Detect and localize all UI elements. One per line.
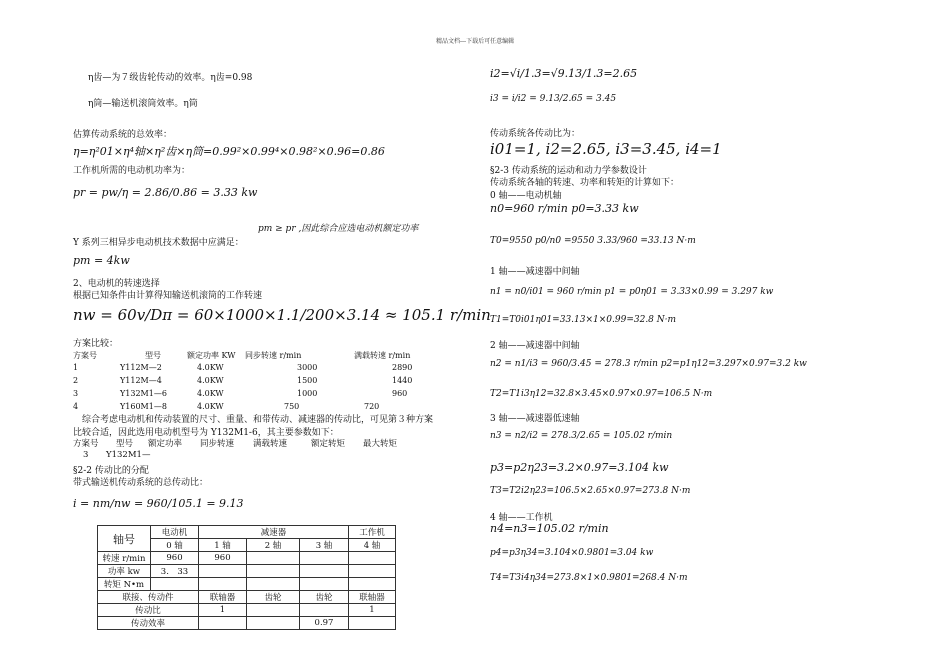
shaft3-torque: T3=T2i2η23=106.5×2.65×0.97=273.8 N·m <box>490 486 691 496</box>
pm-condition: pm ≥ pr ,因此综合应选电动机额定功率 <box>258 224 419 234</box>
table-row: 联接、传动件 联轴器 齿轮 齿轮 联轴器 <box>98 591 396 604</box>
options-col-model: 型号 <box>145 351 161 360</box>
table-row: 传动比 1 1 <box>98 604 396 617</box>
options-col-full: 满载转速 r/min <box>354 351 411 360</box>
section-2-2-description: 带式输送机传动系统的总传动比： <box>73 478 209 488</box>
shaft-header: 3 轴 <box>300 539 349 552</box>
conclusion-line-2: 比较合适，因此选用电动机型号为 Y132M1-6，其主要参数如下： <box>73 428 339 438</box>
pm-value: pm = 4kw <box>73 254 130 267</box>
shaft1-label: 1 轴——减速器中间轴 <box>490 267 580 277</box>
total-efficiency-label: 估算传动系统的总效率： <box>73 130 173 140</box>
group-reducer: 减速器 <box>199 526 349 539</box>
shaft-header: 2 轴 <box>247 539 300 552</box>
ratios-values: i01=1, i2=2.65, i3=3.45, i4=1 <box>490 140 722 158</box>
shaft1-speed-power: n1 = n0/i01 = 960 r/min p1 = p0η01 = 3.33×0.99 = 3.297 kw <box>490 287 774 297</box>
options-col-power: 额定功率 KW <box>187 351 236 360</box>
nw-formula: nw = 60v/Dπ = 60×1000×1.1/200×3.14 ≈ 105.1 r/min <box>73 306 491 324</box>
shaft4-power: p4=p3η34=3.104×0.9801=3.04 kw <box>490 548 654 558</box>
total-efficiency-formula: η=η²01×η⁴轴×η²齿×η筒=0.99²×0.99⁴×0.98²×0.96=0.86 <box>73 145 385 158</box>
page-header: 精品文档---下载后可任意编辑 <box>436 38 515 45</box>
y-series-text: Y 系列三相异步电动机技术数据中应满足： <box>73 238 244 248</box>
shaft4-torque: T4=T3i4η34=273.8×1×0.9801=268.4 N·m <box>490 573 688 583</box>
shaft2-torque: T2=T1i3η12=32.8×3.45×0.97×0.97=106.5 N·m <box>490 389 713 399</box>
compare-label: 方案比较： <box>73 339 119 349</box>
i2-formula: i2=√i/1.3=√9.13/1.3=2.65 <box>490 67 638 80</box>
options-col-sync: 同步转速 r/min <box>245 351 302 360</box>
table-axis-label: 轴号 <box>98 526 151 552</box>
shaft-header: 4 轴 <box>349 539 396 552</box>
section-2-3-description: 传动系统各轴的转速、功率和转矩的计算如下： <box>490 178 680 188</box>
shaft-header: 1 轴 <box>199 539 247 552</box>
i3-formula: i3 = i/i2 = 9.13/2.65 = 3.45 <box>490 94 617 104</box>
eta-gear-text: η齿—为７级齿轮传动的效率。η齿=0.98 <box>88 73 253 83</box>
table-row: 传动效率 0.97 <box>98 617 396 630</box>
shaft2-speed-power: n2 = n1/i3 = 960/3.45 = 278.3 r/min p2=p1η12=3.297×0.97=3.2 kw <box>490 359 807 369</box>
ratio-formula: i = nm/nw = 960/105.1 = 9.13 <box>73 497 244 510</box>
shaft4-speed: n4=n3=105.02 r/min <box>490 522 609 535</box>
table-row: 转矩 N•m <box>98 578 396 591</box>
shaft-parameter-table <box>97 525 396 630</box>
section-2-title: 2、电动机的转速选择 <box>73 279 160 289</box>
group-worker: 工作机 <box>349 526 396 539</box>
section-2-3-title: §2-3 传动系统的运动和动力学参数设计 <box>490 166 647 176</box>
shaft0-speed-power: n0=960 r/min p0=3.33 kw <box>490 202 639 215</box>
eta-drum-text: η筒—输送机滚筒效率。η筒 <box>88 99 198 109</box>
shaft0-torque: T0=9550 p0/n0 =9550 3.33/960 =33.13 N·m <box>490 236 696 246</box>
conclusion-line-1: 综合考虑电动机和传动装置的尺寸、重量、和带传动、减速器的传动比，可见第３种方案 <box>82 415 434 425</box>
power-label: 工作机所需的电动机功率为： <box>73 166 191 176</box>
table-row: 功率 kw 3. 33 <box>98 565 396 578</box>
section-2-2-title: §2-2 传动比的分配 <box>73 466 149 476</box>
shaft0-label: 0 轴——电动机轴 <box>490 191 562 201</box>
shaft2-label: 2 轴——减速器中间轴 <box>490 341 580 351</box>
section-2-description: 根据已知条件由计算得知输送机滚筒的工作转速 <box>73 291 263 301</box>
table-row: 转速 r/min 960 960 <box>98 552 396 565</box>
shaft4-label: 4 轴——工作机 <box>490 513 553 523</box>
shaft3-power: p3=p2η23=3.2×0.97=3.104 kw <box>490 461 669 474</box>
shaft-header: 0 轴 <box>151 539 199 552</box>
options-col-no: 方案号 <box>73 351 97 360</box>
shaft3-label: 3 轴——减速器低速轴 <box>490 414 580 424</box>
ratios-label: 传动系统各传动比为： <box>490 129 581 139</box>
shaft1-torque: T1=T0i01η01=33.13×1×0.99=32.8 N·m <box>490 315 677 325</box>
group-motor: 电动机 <box>151 526 199 539</box>
power-formula: pr = pw/η = 2.86/0.86 = 3.33 kw <box>73 186 258 199</box>
shaft3-speed: n3 = n2/i2 = 278.3/2.65 = 105.02 r/min <box>490 431 673 441</box>
